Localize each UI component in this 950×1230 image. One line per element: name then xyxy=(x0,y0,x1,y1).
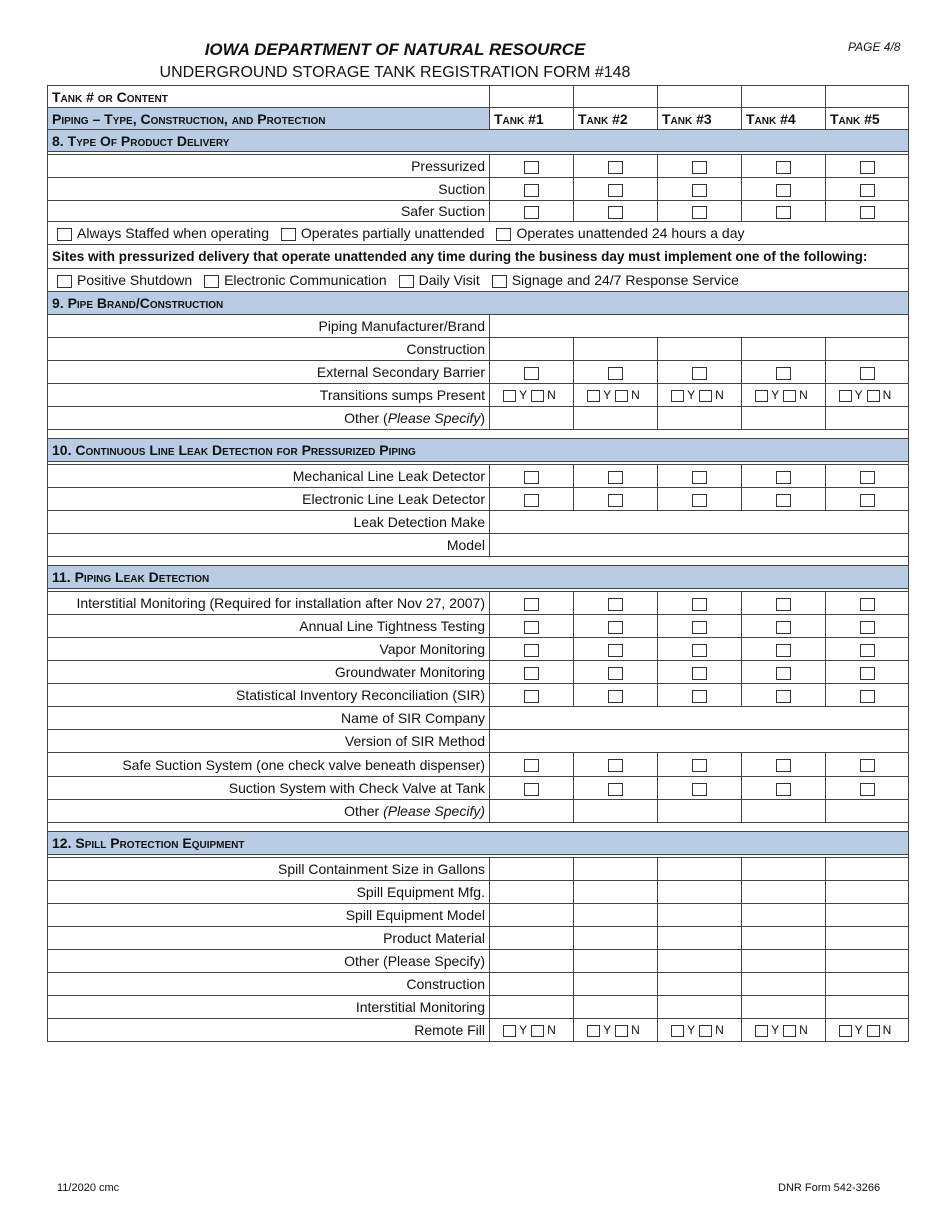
interstitial-label: Interstitial Monitoring (Required for installation after Nov 27, 2007) xyxy=(48,592,490,615)
leak-other-row xyxy=(48,800,909,823)
spill-size-tank4-input[interactable] xyxy=(742,858,826,881)
suction-tank5-checkbox[interactable] xyxy=(860,184,875,197)
spill-construction-tank1-input[interactable] xyxy=(490,973,574,996)
groundwater-label: Groundwater Monitoring xyxy=(48,661,490,684)
sir-tank5-checkbox[interactable] xyxy=(860,690,875,703)
safe-suction-tank5-checkbox[interactable] xyxy=(860,759,875,772)
groundwater-tank5-checkbox[interactable] xyxy=(860,667,875,680)
spill-mfg-row xyxy=(48,881,909,904)
sumps-tank3-no-checkbox[interactable] xyxy=(699,390,712,402)
signage-response-checkbox[interactable] xyxy=(492,275,507,288)
interstitial-row xyxy=(48,592,909,615)
footer-form-number: DNR Form 542-3266 xyxy=(778,1182,881,1194)
sumps-tank2-yes-checkbox[interactable] xyxy=(587,390,600,402)
safer-suction-tank5-checkbox[interactable] xyxy=(860,206,875,219)
spill-model-tank2-input[interactable] xyxy=(574,904,658,927)
electronic-tank1-checkbox[interactable] xyxy=(524,494,539,507)
material-tank1-input[interactable] xyxy=(490,927,574,950)
page-number: PAGE 4/8 xyxy=(848,40,901,54)
tank3-header: Tank #3 xyxy=(658,108,742,130)
construction-tank4-input[interactable] xyxy=(742,338,826,361)
section10-title: 10. Continuous Line Leak Detection for Pressurized Piping xyxy=(48,439,909,462)
suction-tank3-checkbox[interactable] xyxy=(692,184,707,197)
sumps-tank4-yes-checkbox[interactable] xyxy=(755,390,768,402)
sumps-row: Transitions sumps Present Y N Y N Y N Y N Y N xyxy=(48,384,909,407)
pressurized-tank2-checkbox[interactable] xyxy=(608,161,623,174)
spill-interstitial-tank4-input[interactable] xyxy=(742,996,826,1019)
vapor-tank3-checkbox[interactable] xyxy=(692,644,707,657)
construction-tank2-input[interactable] xyxy=(574,338,658,361)
sir-company-label: Name of SIR Company xyxy=(48,707,490,730)
suction-check-row xyxy=(48,777,909,800)
vapor-tank2-checkbox[interactable] xyxy=(608,644,623,657)
partially-unattended-checkbox[interactable] xyxy=(281,228,296,241)
sir-company-input[interactable] xyxy=(490,707,909,730)
pipe-other-tank5-input[interactable] xyxy=(826,407,909,430)
electronic-tank4-checkbox[interactable] xyxy=(776,494,791,507)
spill-interstitial-row xyxy=(48,996,909,1019)
spill-model-tank3-input[interactable] xyxy=(658,904,742,927)
sir-company-row xyxy=(48,707,909,730)
spill-size-tank3-input[interactable] xyxy=(658,858,742,881)
sir-tank3-checkbox[interactable] xyxy=(692,690,707,703)
remote-fill-tank3-no-checkbox[interactable] xyxy=(699,1025,712,1037)
safe-suction-tank3-checkbox[interactable] xyxy=(692,759,707,772)
spill-interstitial-tank5-input[interactable] xyxy=(826,996,909,1019)
suction-check-tank2-checkbox[interactable] xyxy=(608,783,623,796)
suction-check-label: Suction System with Check Valve at Tank xyxy=(48,777,490,800)
tightness-tank2-checkbox[interactable] xyxy=(608,621,623,634)
suction-check-tank5-checkbox[interactable] xyxy=(860,783,875,796)
electronic-label: Electronic Line Leak Detector xyxy=(48,488,490,511)
partially-unattended-label: Operates partially unattended xyxy=(300,225,485,241)
pressurized-tank4-checkbox[interactable] xyxy=(776,161,791,174)
vapor-label: Vapor Monitoring xyxy=(48,638,490,661)
remote-fill-tank5-no-checkbox[interactable] xyxy=(867,1025,880,1037)
sir-version-row xyxy=(48,730,909,753)
spill-construction-tank4-input[interactable] xyxy=(742,973,826,996)
construction-row xyxy=(48,338,909,361)
mechanical-label: Mechanical Line Leak Detector xyxy=(48,465,490,488)
sumps-tank1-yes-checkbox[interactable] xyxy=(503,390,516,402)
safer-suction-tank1-checkbox[interactable] xyxy=(524,206,539,219)
mechanical-tank1-checkbox[interactable] xyxy=(524,471,539,484)
sir-row xyxy=(48,684,909,707)
spill-interstitial-tank3-input[interactable] xyxy=(658,996,742,1019)
interstitial-tank4-checkbox[interactable] xyxy=(776,598,791,611)
material-tank5-input[interactable] xyxy=(826,927,909,950)
pipe-other-tank2-input[interactable] xyxy=(574,407,658,430)
spill-mfg-tank2-input[interactable] xyxy=(574,881,658,904)
spill-size-tank5-input[interactable] xyxy=(826,858,909,881)
interstitial-tank1-checkbox[interactable] xyxy=(524,598,539,611)
remote-fill-tank4-yes-checkbox[interactable] xyxy=(755,1025,768,1037)
notice-row xyxy=(48,245,909,269)
groundwater-tank4-checkbox[interactable] xyxy=(776,667,791,680)
mechanical-tank2-checkbox[interactable] xyxy=(608,471,623,484)
tank1-header: Tank #1 xyxy=(490,108,574,130)
spill-mfg-label: Spill Equipment Mfg. xyxy=(48,881,490,904)
spill-interstitial-label: Interstitial Monitoring xyxy=(48,996,490,1019)
safer-suction-tank2-checkbox[interactable] xyxy=(608,206,623,219)
tightness-row xyxy=(48,615,909,638)
suction-tank4-checkbox[interactable] xyxy=(776,184,791,197)
sumps-tank4-no-checkbox[interactable] xyxy=(783,390,796,402)
spill-other-tank4-input[interactable] xyxy=(742,950,826,973)
footer-revision: 11/2020 cmc xyxy=(57,1182,120,1194)
spill-other-label: Other (Please Specify) xyxy=(48,950,490,973)
pipe-other-tank1-input[interactable] xyxy=(490,407,574,430)
spill-other-row xyxy=(48,950,909,973)
remote-fill-tank1-no-checkbox[interactable] xyxy=(531,1025,544,1037)
safer-suction-row xyxy=(48,201,909,222)
safer-suction-tank4-checkbox[interactable] xyxy=(776,206,791,219)
always-staffed-label: Always Staffed when operating xyxy=(77,225,269,241)
remote-fill-tank5-yes-checkbox[interactable] xyxy=(839,1025,852,1037)
unattended-24h-label: Operates unattended 24 hours a day xyxy=(516,225,745,241)
spill-other-tank3-input[interactable] xyxy=(658,950,742,973)
pressurized-tank1-checkbox[interactable] xyxy=(524,161,539,174)
suction-check-tank1-checkbox[interactable] xyxy=(524,783,539,796)
leak-other-tank2-input[interactable] xyxy=(574,800,658,823)
positive-shutdown-checkbox[interactable] xyxy=(57,275,72,288)
tank4-header: Tank #4 xyxy=(742,108,826,130)
sumps-label: Transitions sumps Present xyxy=(48,384,490,407)
signage-response-label: Signage and 24/7 Response Service xyxy=(511,272,739,288)
spill-other-tank5-input[interactable] xyxy=(826,950,909,973)
section12-title: 12. Spill Protection Equipment xyxy=(48,832,909,855)
groundwater-tank1-checkbox[interactable] xyxy=(524,667,539,680)
sir-tank1-checkbox[interactable] xyxy=(524,690,539,703)
piping-form-table xyxy=(47,85,909,1042)
tank3-content-input[interactable] xyxy=(658,86,742,108)
manufacturer-label: Piping Manufacturer/Brand xyxy=(48,315,490,338)
leak-other-tank1-input[interactable] xyxy=(490,800,574,823)
pipe-other-row xyxy=(48,407,909,430)
tank1-content-input[interactable] xyxy=(490,86,574,108)
form-subtitle: UNDERGROUND STORAGE TANK REGISTRATION FORM #148 xyxy=(159,64,631,81)
spill-interstitial-tank2-input[interactable] xyxy=(574,996,658,1019)
section8-header xyxy=(48,130,909,152)
tightness-tank1-checkbox[interactable] xyxy=(524,621,539,634)
remote-fill-tank1-yes-checkbox[interactable] xyxy=(503,1025,516,1037)
leak-other-label: Other (Please Specify) xyxy=(48,800,490,823)
barrier-tank5-checkbox[interactable] xyxy=(860,367,875,380)
always-staffed-checkbox[interactable] xyxy=(57,228,72,241)
remote-fill-tank2-no-checkbox[interactable] xyxy=(615,1025,628,1037)
daily-visit-checkbox[interactable] xyxy=(399,275,414,288)
mechanical-row xyxy=(48,465,909,488)
suction-tank1-checkbox[interactable] xyxy=(524,184,539,197)
section10-header xyxy=(48,439,909,462)
material-tank2-input[interactable] xyxy=(574,927,658,950)
material-tank3-input[interactable] xyxy=(658,927,742,950)
leak-other-tank4-input[interactable] xyxy=(742,800,826,823)
unattended-notice: Sites with pressurized delivery that operate unattended any time during the business day must implement one of the following: xyxy=(48,245,909,269)
barrier-tank3-checkbox[interactable] xyxy=(692,367,707,380)
remote-fill-row: Remote Fill Y N Y N Y N Y N Y N xyxy=(48,1019,909,1042)
spill-size-label: Spill Containment Size in Gallons xyxy=(48,858,490,881)
suction-tank2-checkbox[interactable] xyxy=(608,184,623,197)
tank4-content-input[interactable] xyxy=(742,86,826,108)
groundwater-tank3-checkbox[interactable] xyxy=(692,667,707,680)
spill-other-tank1-input[interactable] xyxy=(490,950,574,973)
groundwater-row xyxy=(48,661,909,684)
spill-construction-tank3-input[interactable] xyxy=(658,973,742,996)
pressurized-label: Pressurized xyxy=(48,155,490,178)
vapor-tank4-checkbox[interactable] xyxy=(776,644,791,657)
construction-tank1-input[interactable] xyxy=(490,338,574,361)
pressurized-tank5-checkbox[interactable] xyxy=(860,161,875,174)
pipe-other-tank4-input[interactable] xyxy=(742,407,826,430)
interstitial-tank3-checkbox[interactable] xyxy=(692,598,707,611)
remote-fill-label: Remote Fill xyxy=(48,1019,490,1042)
electronic-row xyxy=(48,488,909,511)
safer-suction-label: Safer Suction xyxy=(48,201,490,222)
safe-suction-label: Safe Suction System (one check valve beneath dispenser) xyxy=(48,753,490,777)
spill-mfg-tank5-input[interactable] xyxy=(826,881,909,904)
manufacturer-input[interactable] xyxy=(490,315,909,338)
section9-header xyxy=(48,292,909,315)
remote-fill-tank4-no-checkbox[interactable] xyxy=(783,1025,796,1037)
tank5-header: Tank #5 xyxy=(826,108,909,130)
spill-construction-row xyxy=(48,973,909,996)
sir-label: Statistical Inventory Reconciliation (SIR) xyxy=(48,684,490,707)
leak-model-input[interactable] xyxy=(490,534,909,557)
electronic-tank2-checkbox[interactable] xyxy=(608,494,623,507)
vapor-tank5-checkbox[interactable] xyxy=(860,644,875,657)
spill-construction-tank5-input[interactable] xyxy=(826,973,909,996)
spill-model-tank4-input[interactable] xyxy=(742,904,826,927)
spill-other-tank2-input[interactable] xyxy=(574,950,658,973)
tank5-content-input[interactable] xyxy=(826,86,909,108)
leak-other-tank5-input[interactable] xyxy=(826,800,909,823)
spill-size-row xyxy=(48,858,909,881)
spill-mfg-tank1-input[interactable] xyxy=(490,881,574,904)
leak-model-label: Model xyxy=(48,534,490,557)
safe-suction-row xyxy=(48,753,909,777)
tightness-tank3-checkbox[interactable] xyxy=(692,621,707,634)
tank-content-row xyxy=(48,86,909,108)
suction-check-tank3-checkbox[interactable] xyxy=(692,783,707,796)
interstitial-tank5-checkbox[interactable] xyxy=(860,598,875,611)
electronic-tank3-checkbox[interactable] xyxy=(692,494,707,507)
positive-shutdown-label: Positive Shutdown xyxy=(77,272,193,288)
suction-label: Suction xyxy=(48,178,490,201)
barrier-label: External Secondary Barrier xyxy=(48,361,490,384)
section9-title: 9. Pipe Brand/Construction xyxy=(48,292,909,315)
form-agency-title: IOWA DEPARTMENT OF NATURAL RESOURCE xyxy=(204,40,586,59)
spill-mfg-tank3-input[interactable] xyxy=(658,881,742,904)
sir-tank4-checkbox[interactable] xyxy=(776,690,791,703)
unattended-24h-checkbox[interactable] xyxy=(496,228,511,241)
safe-suction-tank4-checkbox[interactable] xyxy=(776,759,791,772)
spill-model-label: Spill Equipment Model xyxy=(48,904,490,927)
electronic-communication-label: Electronic Communication xyxy=(224,272,387,288)
material-row xyxy=(48,927,909,950)
sir-version-label: Version of SIR Method xyxy=(48,730,490,753)
daily-visit-label: Daily Visit xyxy=(418,272,480,288)
spill-model-row xyxy=(48,904,909,927)
interstitial-tank2-checkbox[interactable] xyxy=(608,598,623,611)
spill-construction-label: Construction xyxy=(48,973,490,996)
spill-model-tank1-input[interactable] xyxy=(490,904,574,927)
mechanical-tank3-checkbox[interactable] xyxy=(692,471,707,484)
manufacturer-row xyxy=(48,315,909,338)
pipe-other-tank3-input[interactable] xyxy=(658,407,742,430)
tank2-content-input[interactable] xyxy=(574,86,658,108)
sir-tank2-checkbox[interactable] xyxy=(608,690,623,703)
pressurized-row xyxy=(48,155,909,178)
remote-fill-tank3-yes-checkbox[interactable] xyxy=(671,1025,684,1037)
section12-header xyxy=(48,832,909,855)
tightness-tank4-checkbox[interactable] xyxy=(776,621,791,634)
leak-make-input[interactable] xyxy=(490,511,909,534)
material-tank4-input[interactable] xyxy=(742,927,826,950)
tank2-header: Tank #2 xyxy=(574,108,658,130)
tank-content-label: Tank # or Content xyxy=(48,86,490,108)
groundwater-tank2-checkbox[interactable] xyxy=(608,667,623,680)
sir-version-input[interactable] xyxy=(490,730,909,753)
staffing-row xyxy=(48,222,909,245)
safe-suction-tank2-checkbox[interactable] xyxy=(608,759,623,772)
spill-mfg-tank4-input[interactable] xyxy=(742,881,826,904)
sumps-tank5-no-checkbox[interactable] xyxy=(867,390,880,402)
pipe-other-label: Other (Please Specify) xyxy=(48,407,490,430)
tightness-tank5-checkbox[interactable] xyxy=(860,621,875,634)
leak-other-tank3-input[interactable] xyxy=(658,800,742,823)
barrier-tank2-checkbox[interactable] xyxy=(608,367,623,380)
barrier-tank1-checkbox[interactable] xyxy=(524,367,539,380)
suction-row xyxy=(48,178,909,201)
pressurized-tank3-checkbox[interactable] xyxy=(692,161,707,174)
barrier-row xyxy=(48,361,909,384)
vapor-tank1-checkbox[interactable] xyxy=(524,644,539,657)
section11-header xyxy=(48,566,909,589)
sumps-tank1-no-checkbox[interactable] xyxy=(531,390,544,402)
spill-model-tank5-input[interactable] xyxy=(826,904,909,927)
spill-construction-tank2-input[interactable] xyxy=(574,973,658,996)
construction-tank5-input[interactable] xyxy=(826,338,909,361)
piping-header-title: Piping – Type, Construction, and Protection xyxy=(48,108,490,130)
sumps-tank2-no-checkbox[interactable] xyxy=(615,390,628,402)
leak-make-label: Leak Detection Make xyxy=(48,511,490,534)
piping-header-row xyxy=(48,108,909,130)
leak-model-row xyxy=(48,534,909,557)
methods-row xyxy=(48,269,909,292)
spill-interstitial-tank1-input[interactable] xyxy=(490,996,574,1019)
safe-suction-tank1-checkbox[interactable] xyxy=(524,759,539,772)
remote-fill-tank2-yes-checkbox[interactable] xyxy=(587,1025,600,1037)
spill-size-tank1-input[interactable] xyxy=(490,858,574,881)
mechanical-tank4-checkbox[interactable] xyxy=(776,471,791,484)
sumps-tank5-yes-checkbox[interactable] xyxy=(839,390,852,402)
electronic-tank5-checkbox[interactable] xyxy=(860,494,875,507)
construction-label: Construction xyxy=(48,338,490,361)
tightness-label: Annual Line Tightness Testing xyxy=(48,615,490,638)
leak-make-row xyxy=(48,511,909,534)
barrier-tank4-checkbox[interactable] xyxy=(776,367,791,380)
section11-title: 11. Piping Leak Detection xyxy=(48,566,909,589)
vapor-row xyxy=(48,638,909,661)
material-label: Product Material xyxy=(48,927,490,950)
suction-check-tank4-checkbox[interactable] xyxy=(776,783,791,796)
construction-tank3-input[interactable] xyxy=(658,338,742,361)
electronic-communication-checkbox[interactable] xyxy=(204,275,219,288)
sumps-tank3-yes-checkbox[interactable] xyxy=(671,390,684,402)
section8-title: 8. Type Of Product Delivery xyxy=(48,130,909,152)
spill-size-tank2-input[interactable] xyxy=(574,858,658,881)
mechanical-tank5-checkbox[interactable] xyxy=(860,471,875,484)
safer-suction-tank3-checkbox[interactable] xyxy=(692,206,707,219)
